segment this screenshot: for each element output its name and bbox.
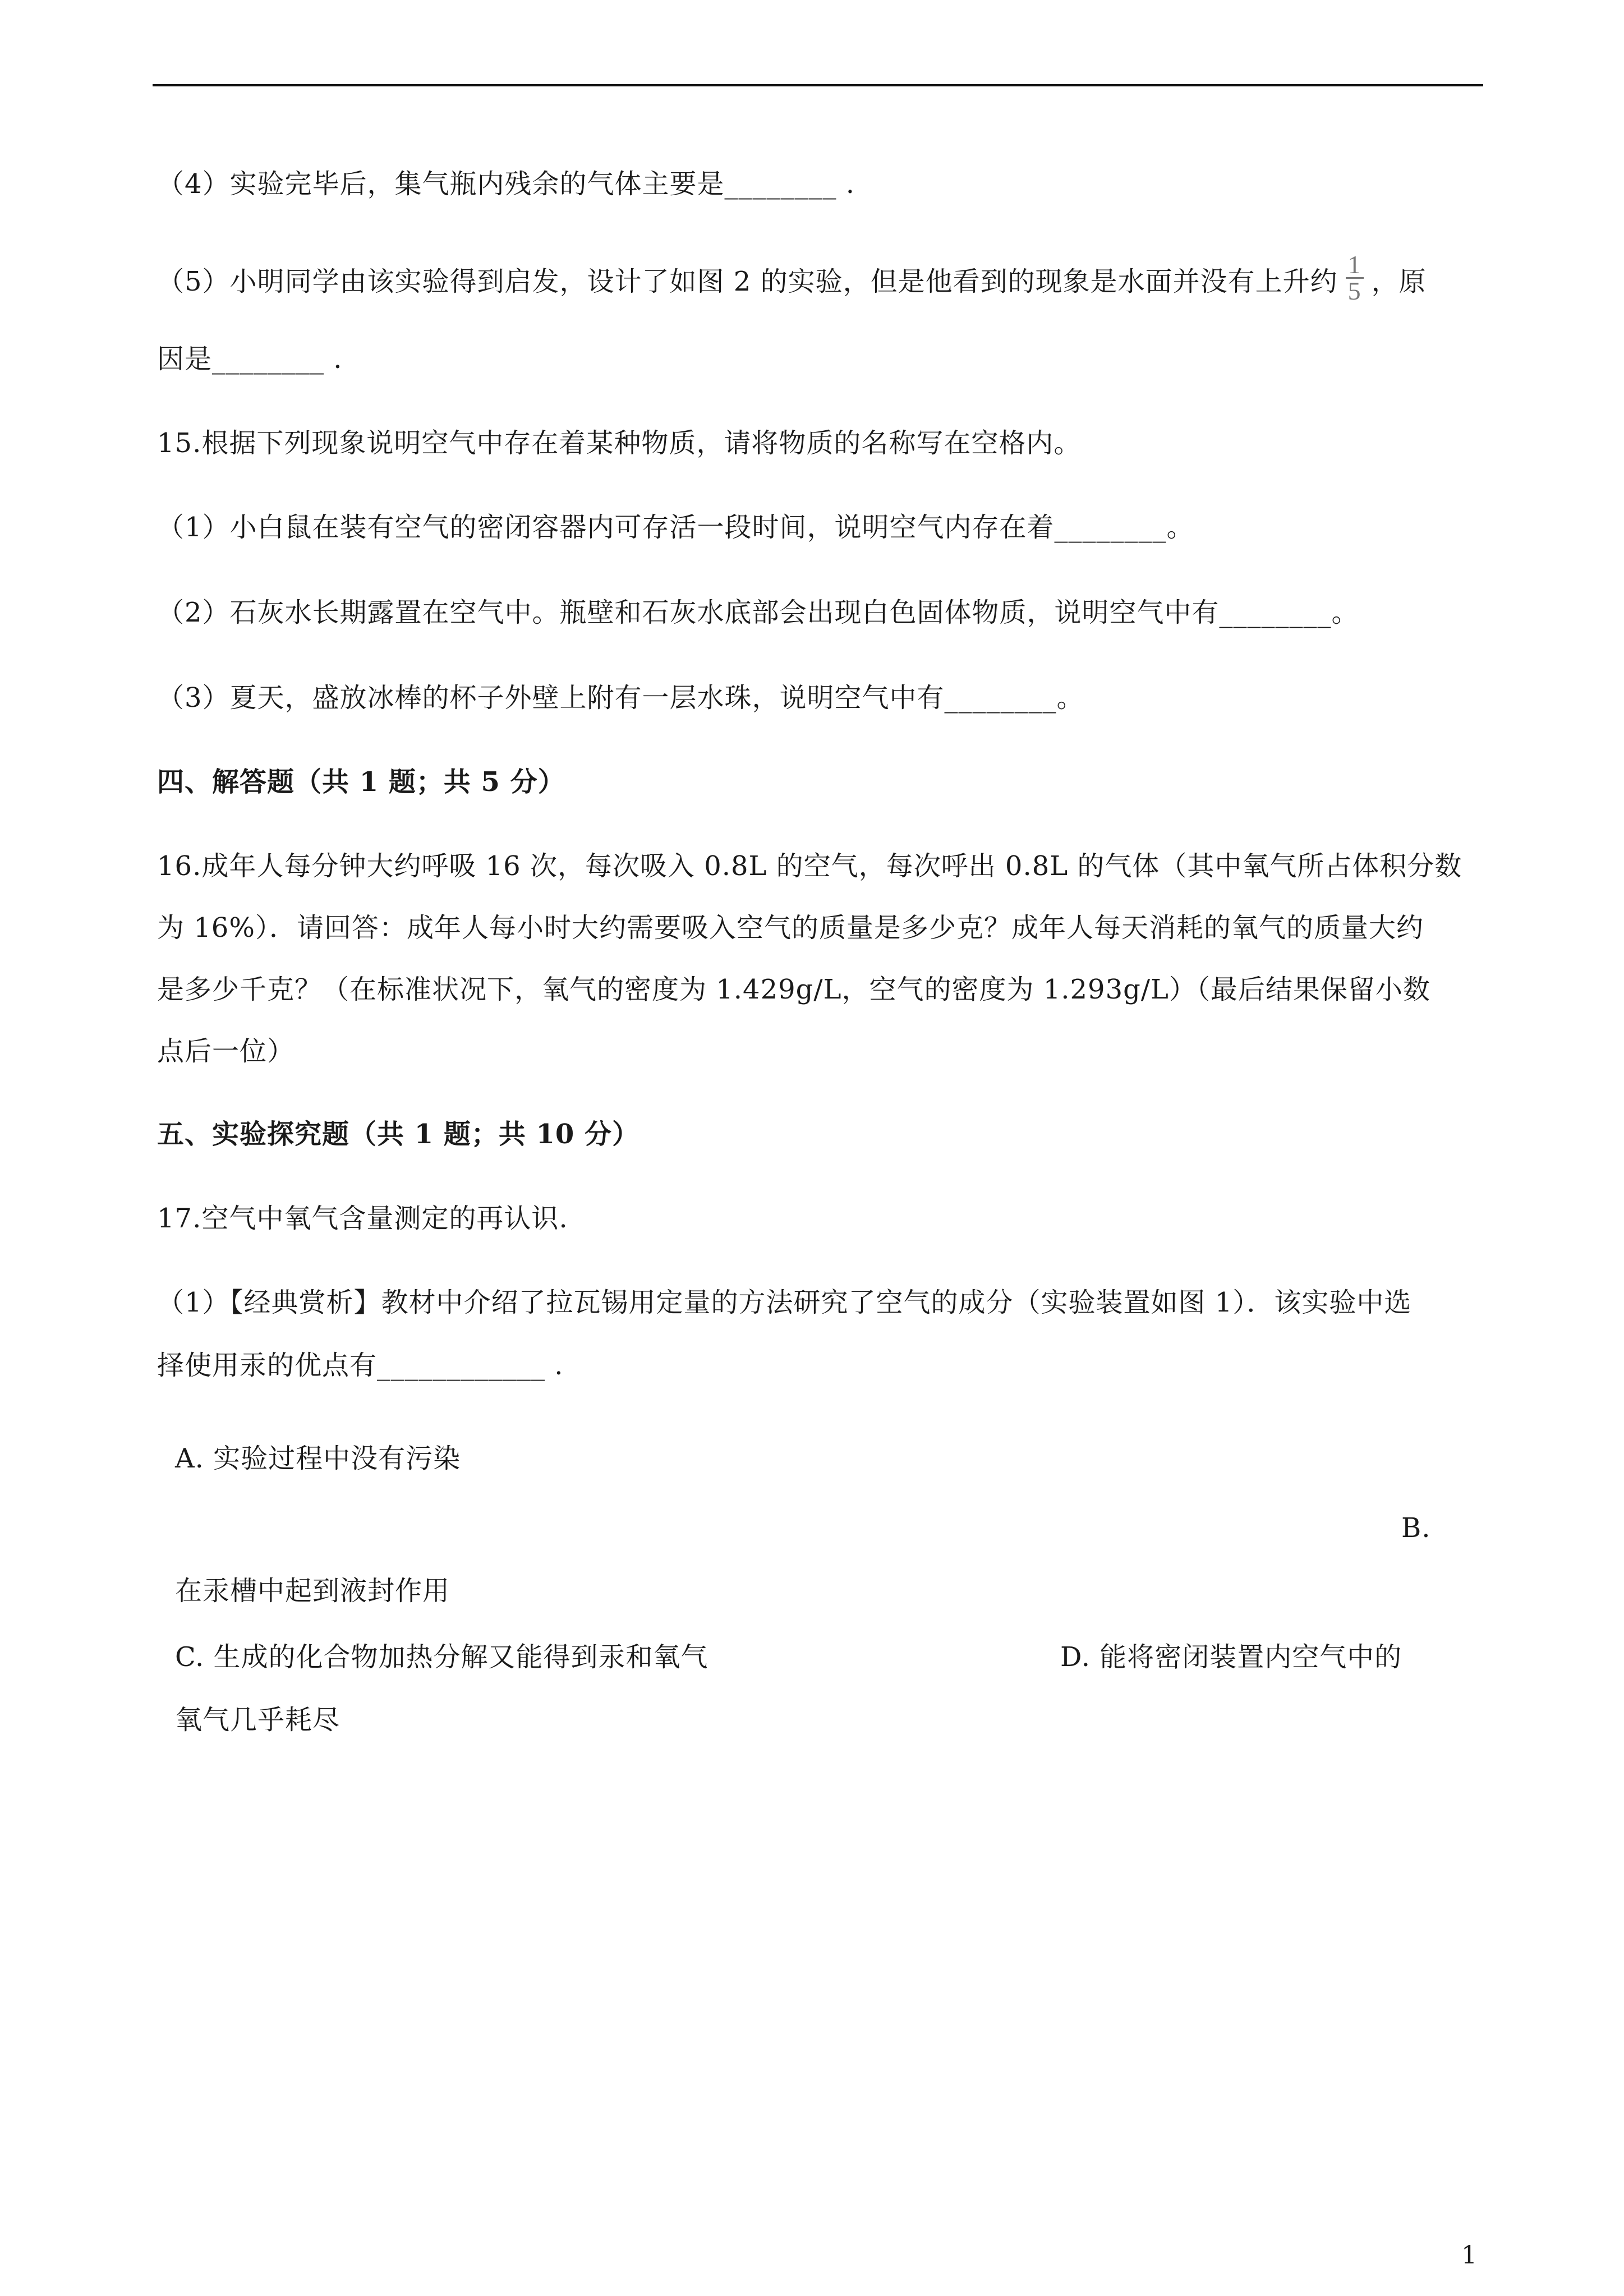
section-4-heading: 四、解答题（共 1 题；共 5 分） <box>157 766 565 798</box>
question-16-line-4: 点后一位） <box>157 1036 295 1067</box>
question-17-part-1-line-2: 择使用汞的优点有____________ . <box>157 1350 564 1381</box>
q14-5-text-before: （5）小明同学由该实验得到启发，设计了如图 2 的实验，但是他看到的现象是水面并没有上升约 <box>157 266 1338 297</box>
q14-5-text-after: ，原 <box>1371 266 1427 297</box>
option-b-letter: B. <box>1401 1512 1431 1544</box>
question-14-part-5-line2: 因是________ . <box>157 343 343 375</box>
page-number: 1 <box>1461 2241 1477 2270</box>
question-15-stem: 15.根据下列现象说明空气中存在着某种物质，请将物质的名称写在空格内。 <box>157 427 1082 459</box>
question-17-stem: 17.空气中氧气含量测定的再认识. <box>157 1203 568 1234</box>
question-14-part-4: （4）实验完毕后，集气瓶内残余的气体主要是________ . <box>157 168 855 200</box>
section-5-heading: 五、实验探究题（共 1 题；共 10 分） <box>157 1119 640 1150</box>
fraction-one-fifth <box>1346 252 1364 303</box>
question-16-line-1: 16.成年人每分钟大约呼吸 16 次，每次吸入 0.8L 的空气，每次呼出 0.8L 的气体（其中氧气所占体积分数 <box>157 850 1462 882</box>
question-15-part-3: （3）夏天，盛放冰棒的杯子外壁上附有一层水珠，说明空气中有________。 <box>157 682 1084 714</box>
question-17-part-1-line-1: （1）【经典赏析】教材中介绍了拉瓦锡用定量的方法研究了空气的成分（实验装置如图 1）．该实验中选 <box>157 1287 1412 1318</box>
fraction-denominator: 5 <box>1347 277 1361 305</box>
question-15-part-1: （1）小白鼠在装有空气的密闭容器内可存活一段时间，说明空气内存在着________。 <box>157 512 1194 543</box>
option-d: D. 能将密闭装置内空气中的 <box>1060 1641 1402 1673</box>
fraction-numerator: 1 <box>1346 252 1364 279</box>
question-14-part-5 <box>157 250 1427 305</box>
option-d-continuation: 氧气几乎耗尽 <box>175 1704 341 1736</box>
question-16-line-3: 是多少千克？（在标准状况下，氧气的密度为 1.429g/L，空气的密度为 1.293g/L）（最后结果保留小数 <box>157 974 1430 1005</box>
option-a: A. 实验过程中没有污染 <box>175 1443 461 1474</box>
option-c: C. 生成的化合物加热分解又能得到汞和氧气 <box>175 1641 709 1673</box>
question-15-part-2: （2）石灰水长期露置在空气中。瓶壁和石灰水底部会出现白色固体物质，说明空气中有________。 <box>157 597 1359 628</box>
option-b-text: 在汞槽中起到液封作用 <box>175 1575 450 1607</box>
question-16-line-2: 为 16%）．请回答：成年人每小时大约需要吸入空气的质量是多少克？成年人每天消耗的氧气的质量大约 <box>157 912 1424 944</box>
header-rule <box>153 84 1483 86</box>
